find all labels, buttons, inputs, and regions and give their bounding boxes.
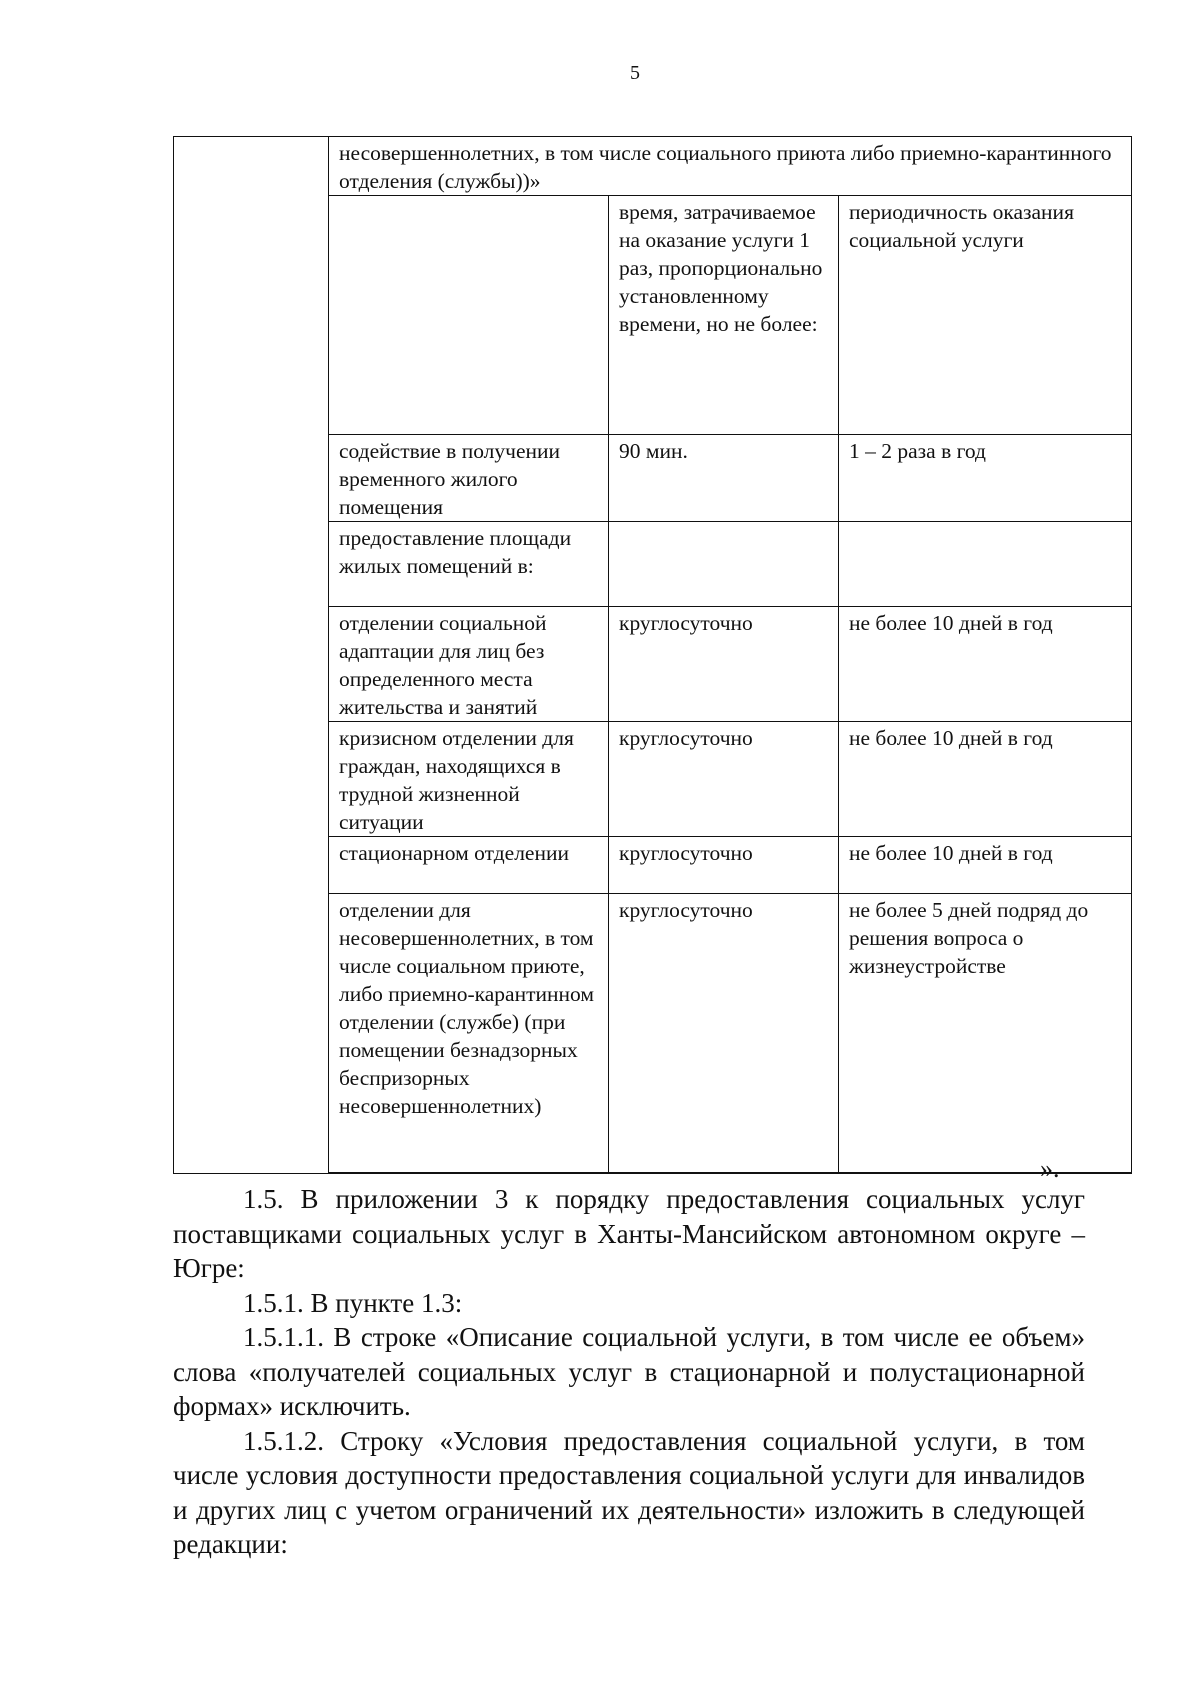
- table-cell-periodicity: не более 10 дней в год: [839, 837, 1132, 894]
- table-cell-service: отделении социальной адаптации для лиц без определенного места жительства и занятий: [329, 607, 609, 722]
- table-cell-periodicity: не более 5 дней подряд до решения вопроса о жизнеустройстве: [839, 894, 1132, 1174]
- table-cell-time: круглосуточно: [609, 722, 839, 837]
- table-cell-service: стационарном отделении: [329, 837, 609, 894]
- table-left-empty-cell: [174, 137, 329, 1174]
- paragraph: 1.5.1. В пункте 1.3:: [243, 1287, 463, 1318]
- table-cell-service: содействие в получении временного жилого помещения: [329, 435, 609, 522]
- table-cell-periodicity: [839, 522, 1132, 607]
- table-column-header-time: время, затрачиваемое на оказание услуги 1 раз, пропорционально установленному времени, но не более:: [609, 196, 839, 435]
- table-header-continuation-row: [174, 137, 1132, 196]
- table-closing-quote: ».: [1040, 1154, 1060, 1183]
- paragraph: 1.5.1.1. В строке «Описание социальной услуги, в том числе ее объем» слова «получателей социальных услуг в стационарной и полустационарной формах» исключить.: [173, 1322, 1085, 1421]
- table-cell-periodicity: 1 – 2 раза в год: [839, 435, 1132, 522]
- table-cell-time: круглосуточно: [609, 837, 839, 894]
- body-text: [173, 1182, 1085, 1562]
- paragraph: 1.5.1.2. Строку «Условия предоставления социальной услуги, в том числе условия доступности предоставления социальной услуги для инвалидов и других лиц с учетом ограничений их деятельности» изложить в следующей редакции:: [173, 1425, 1085, 1559]
- table-cell-periodicity: не более 10 дней в год: [839, 607, 1132, 722]
- services-table: [173, 136, 1132, 1174]
- table-cell-time: [609, 522, 839, 607]
- table-header-continuation: несовершеннолетних, в том числе социального приюта либо приемно-карантинного отделения (службы))»: [329, 137, 1132, 196]
- paragraph: 1.5. В приложении 3 к порядку предоставления социальных услуг поставщиками социальных услуг в Ханты-Мансийском автономном округе – Югре:: [173, 1184, 1085, 1283]
- page-number: 5: [630, 62, 640, 84]
- table-cell-time: 90 мин.: [609, 435, 839, 522]
- table-cell-service: предоставление площади жилых помещений в:: [329, 522, 609, 607]
- table-cell-service: кризисном отделении для граждан, находящихся в трудной жизненной ситуации: [329, 722, 609, 837]
- table-cell-periodicity: не более 10 дней в год: [839, 722, 1132, 837]
- table-cell-time: круглосуточно: [609, 607, 839, 722]
- table-cell-time: круглосуточно: [609, 894, 839, 1174]
- table-column-header-periodicity: периодичность оказания социальной услуги: [839, 196, 1132, 435]
- table-column-header-empty: [329, 196, 609, 435]
- table-cell-service: отделении для несовершеннолетних, в том числе социальном приюте, либо приемно-карантинном отделении (службе) (при помещении безнадзорных беспризорных несовершеннолетних): [329, 894, 609, 1174]
